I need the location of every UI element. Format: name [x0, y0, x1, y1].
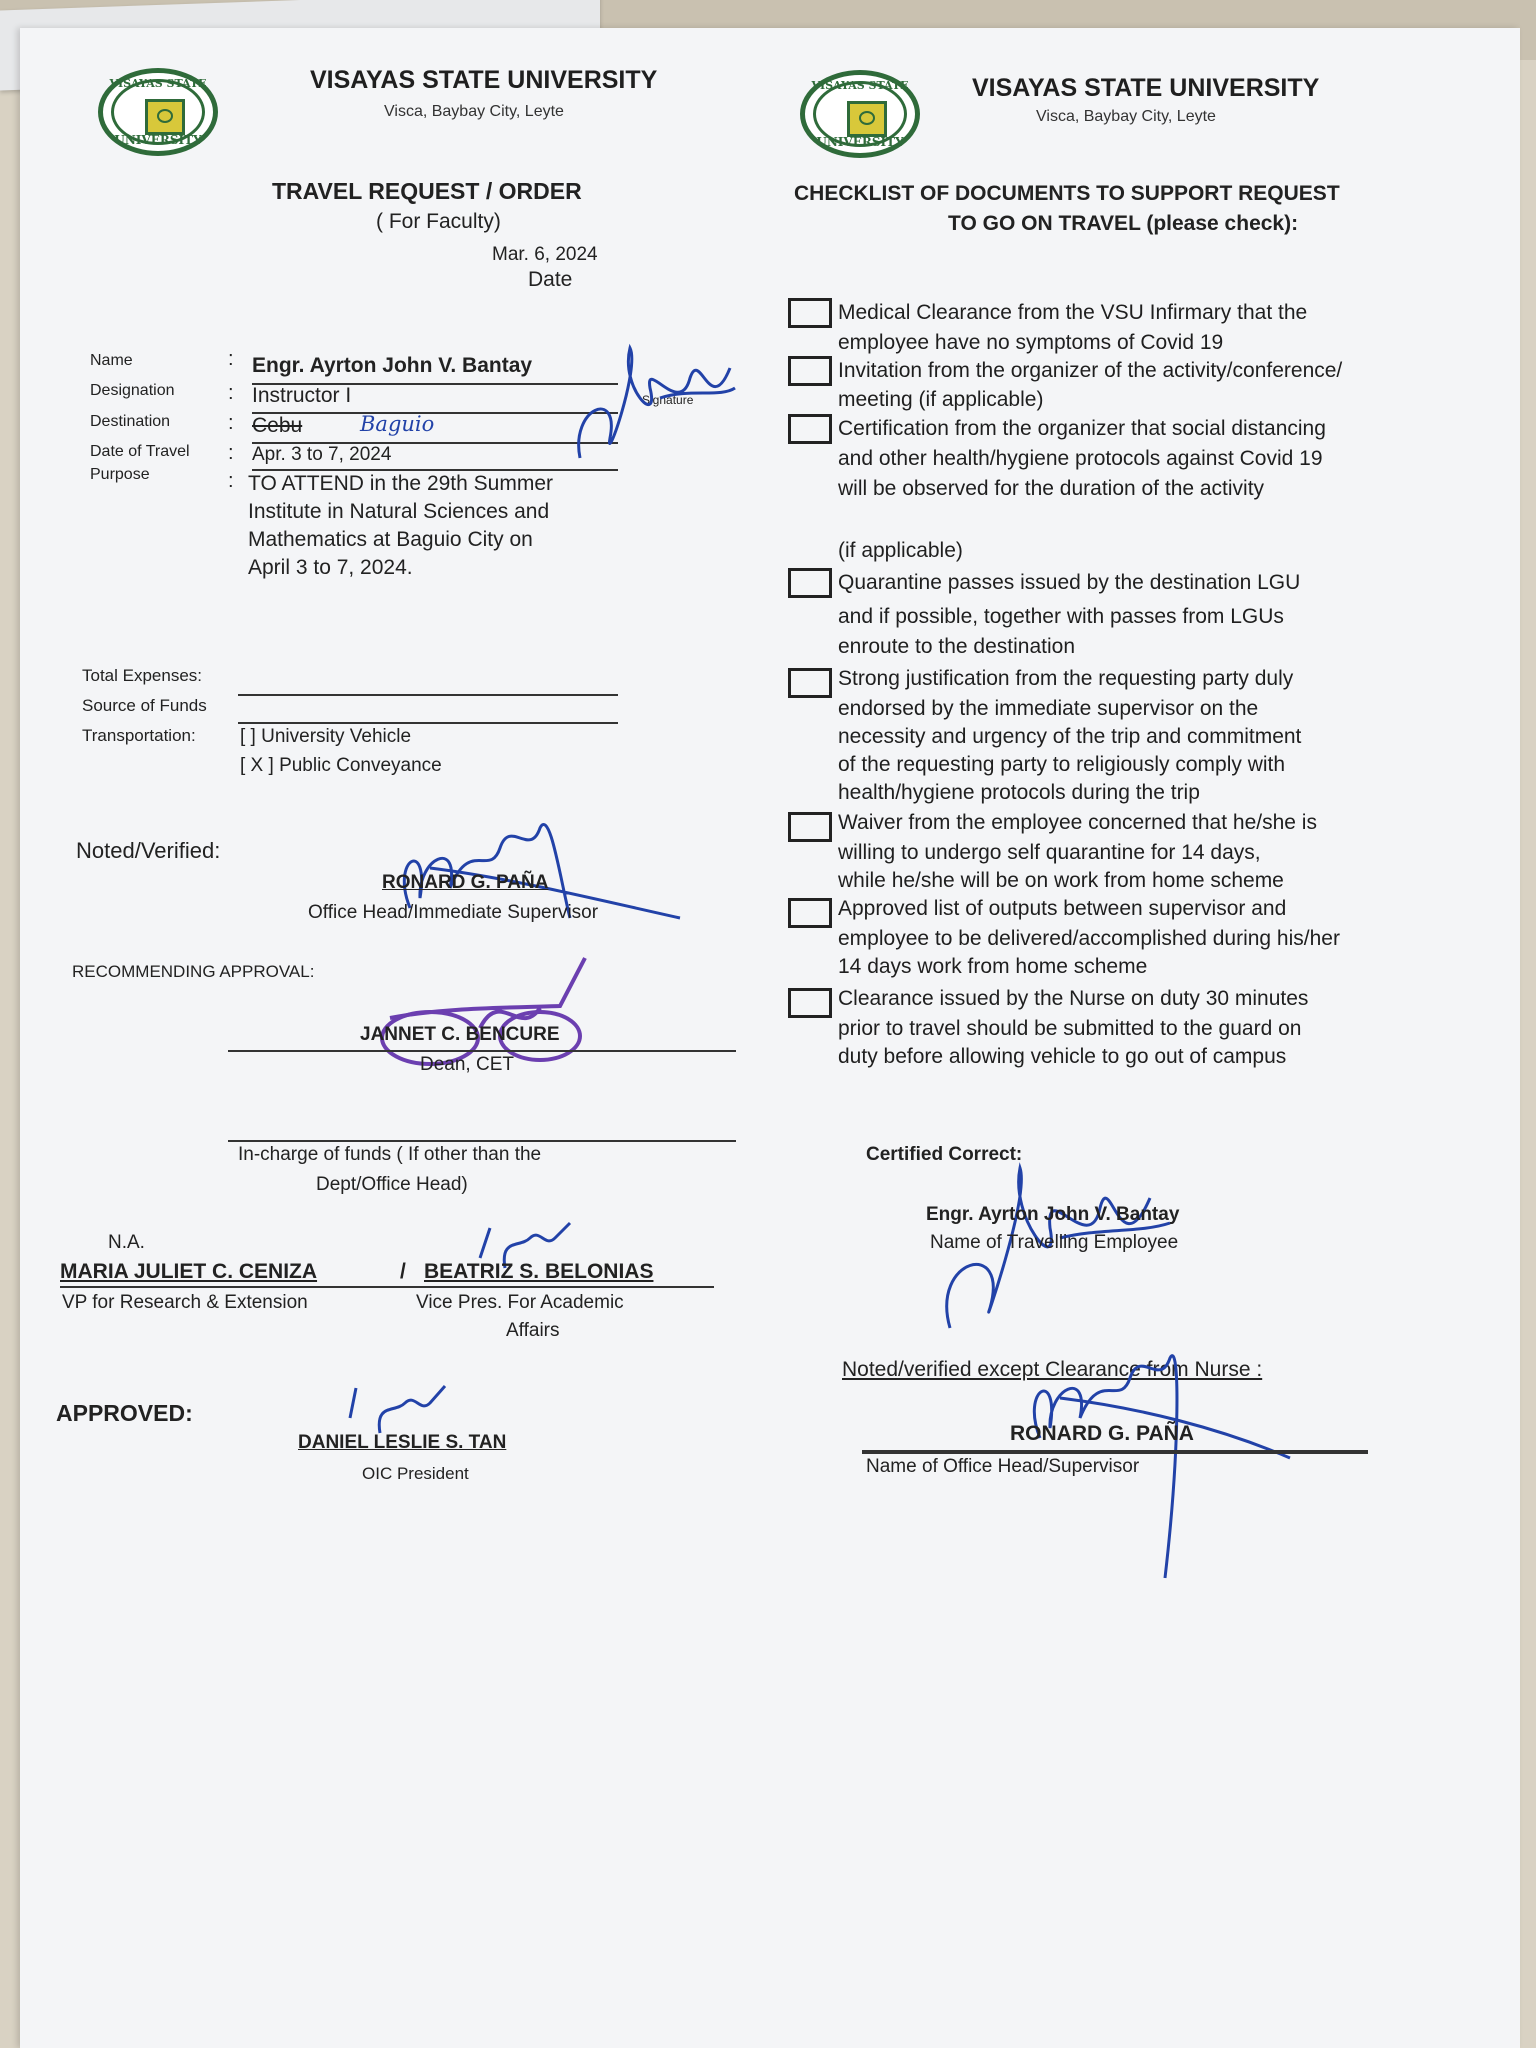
recommending-approval-label: RECOMMENDING APPROVAL: — [72, 962, 315, 981]
dean-name: JANNET C. BENCURE — [360, 1024, 560, 1045]
item-justification-2: endorsed by the immediate supervisor on the — [838, 697, 1259, 720]
noted-supervisor-role: Name of Office Head/Supervisor — [866, 1456, 1140, 1477]
vp-academic-role-1: Vice Pres. For Academic — [416, 1292, 624, 1313]
purpose-line-3: Mathematics at Baguio City on — [248, 528, 533, 551]
dean-role: Dean, CET — [420, 1054, 514, 1075]
total-expenses-label: Total Expenses: — [82, 666, 203, 685]
seal-bottom-text-right: UNIVERSITY — [816, 135, 904, 149]
noted-supervisor-name: RONARD G. PAÑA — [1010, 1422, 1194, 1445]
in-charge-line-2: Dept/Office Head) — [316, 1174, 468, 1195]
item-nurse-2: prior to travel should be submitted to the guard on — [838, 1017, 1302, 1040]
travel-request-form — [20, 28, 1520, 2048]
university-address-left: Visca, Baybay City, Leyte — [384, 103, 564, 120]
option-university-vehicle: [ ] University Vehicle — [240, 726, 412, 747]
purpose-colon: : — [228, 470, 234, 492]
travel-date-colon: : — [228, 442, 234, 464]
item-waiver-3: while he/she will be on work from home scheme — [838, 869, 1284, 892]
university-address-right: Visca, Baybay City, Leyte — [1036, 108, 1216, 125]
item-medical-1: Medical Clearance from the VSU Infirmary that the — [838, 301, 1308, 324]
item-waiver-2: willing to undergo self quarantine for 14 days, — [838, 841, 1261, 864]
designation-label: Designation — [90, 382, 175, 399]
destination-value-struck: Cebu — [252, 414, 303, 437]
travel-date-label: Date of Travel — [90, 443, 190, 460]
checkbox-quarantine-passes[interactable] — [788, 568, 832, 598]
item-quarantine-3: enroute to the destination — [838, 635, 1076, 658]
president-name: DANIEL LESLIE S. TAN — [298, 1432, 507, 1453]
checklist-title-1: CHECKLIST OF DOCUMENTS TO SUPPORT REQUEST — [794, 182, 1340, 205]
checkbox-medical-clearance[interactable] — [788, 298, 832, 328]
checkbox-invitation[interactable] — [788, 356, 832, 386]
source-of-funds-label: Source of Funds — [82, 696, 207, 715]
name-colon: : — [228, 348, 234, 370]
purpose-label: Purpose — [90, 466, 150, 483]
destination-colon: : — [228, 412, 234, 434]
form-title: TRAVEL REQUEST / ORDER — [272, 178, 582, 204]
not-applicable-mark: N.A. — [108, 1232, 145, 1253]
certified-employee-role: Name of Travelling Employee — [930, 1232, 1179, 1253]
item-invitation-1: Invitation from the organizer of the activity/conference/ — [838, 359, 1343, 382]
vp-research-role: VP for Research & Extension — [62, 1292, 308, 1313]
vp-separator: / — [400, 1260, 406, 1283]
checkbox-nurse-clearance[interactable] — [788, 988, 832, 1018]
request-date: Mar. 6, 2024 — [492, 244, 598, 265]
signature-label: Signature — [642, 393, 694, 407]
option-public-conveyance: [ X ] Public Conveyance — [240, 755, 442, 776]
item-certification-1: Certification from the organizer that social distancing — [838, 417, 1326, 440]
designation-colon: : — [228, 382, 234, 404]
supervisor-role: Office Head/Immediate Supervisor — [308, 902, 599, 923]
designation-value: Instructor I — [252, 384, 352, 407]
checkbox-justification[interactable] — [788, 668, 832, 698]
seal-top-text-right: VISAYAS STATE — [811, 79, 909, 92]
item-nurse-3: duty before allowing vehicle to go out of campus — [838, 1045, 1287, 1068]
president-role: OIC President — [362, 1464, 469, 1483]
purpose-line-1: TO ATTEND in the 29th Summer — [248, 472, 553, 495]
transportation-label: Transportation: — [82, 726, 196, 745]
item-certification-5: (if applicable) — [838, 539, 963, 562]
travel-date-value: Apr. 3 to 7, 2024 — [252, 444, 392, 465]
university-name-left: VISAYAS STATE UNIVERSITY — [310, 66, 658, 94]
name-label: Name — [90, 352, 133, 369]
supervisor-name: RONARD G. PAÑA — [382, 872, 549, 893]
university-name-right: VISAYAS STATE UNIVERSITY — [972, 74, 1320, 102]
vp-academic-name: BEATRIZ S. BELONIAS — [424, 1260, 654, 1283]
item-justification-5: health/hygiene protocols during the trip — [838, 781, 1200, 804]
noted-verified-label: Noted/Verified: — [76, 838, 221, 863]
item-waiver-1: Waiver from the employee concerned that he/she is — [838, 811, 1317, 834]
certified-employee-name: Engr. Ayrton John V. Bantay — [926, 1204, 1180, 1225]
item-outputs-2: employee to be delivered/accomplished during his/her — [838, 927, 1340, 950]
university-seal-left — [98, 68, 218, 156]
vp-academic-role-2: Affairs — [506, 1320, 560, 1341]
item-outputs-1: Approved list of outputs between supervisor and — [838, 897, 1287, 920]
item-outputs-3: 14 days work from home scheme — [838, 955, 1148, 978]
checkbox-waiver[interactable] — [788, 812, 832, 842]
form-subtitle: ( For Faculty) — [376, 210, 501, 233]
item-justification-3: necessity and urgency of the trip and commitment — [838, 725, 1302, 748]
in-charge-line-1: In-charge of funds ( If other than the — [238, 1144, 542, 1165]
item-nurse-1: Clearance issued by the Nurse on duty 30 minutes — [838, 987, 1309, 1010]
item-justification-1: Strong justification from the requesting party duly — [838, 667, 1294, 690]
vp-research-name: MARIA JULIET C. CENIZA — [60, 1260, 318, 1283]
seal-top-text: VISAYAS STATE — [109, 77, 207, 90]
item-invitation-2: meeting (if applicable) — [838, 388, 1044, 411]
noted-except-nurse-label: Noted/verified except Clearance from Nurse : — [842, 1358, 1263, 1381]
item-certification-3: will be observed for the duration of the activity — [838, 477, 1265, 500]
destination-label: Destination — [90, 413, 171, 430]
checkbox-approved-outputs[interactable] — [788, 898, 832, 928]
employee-signature-top — [560, 328, 740, 468]
date-label: Date — [528, 268, 573, 291]
checklist-title-2: TO GO ON TRAVEL (please check): — [948, 212, 1299, 235]
seal-bottom-text: UNIVERSITY — [114, 133, 202, 147]
destination-handwritten: Baguio — [360, 412, 435, 436]
item-quarantine-1: Quarantine passes issued by the destination LGU — [838, 571, 1301, 594]
president-initials — [330, 1378, 490, 1438]
item-quarantine-2: and if possible, together with passes from LGUs — [838, 605, 1284, 628]
purpose-line-4: April 3 to 7, 2024. — [248, 556, 413, 579]
item-medical-2: employee have no symptoms of Covid 19 — [838, 331, 1224, 354]
university-seal-right — [800, 70, 920, 158]
item-justification-4: of the requesting party to religiously comply with — [838, 753, 1286, 776]
checkbox-certification[interactable] — [788, 414, 832, 444]
item-certification-2: and other health/hygiene protocols against Covid 19 — [838, 447, 1323, 470]
certified-correct-label: Certified Correct: — [866, 1144, 1023, 1165]
purpose-line-2: Institute in Natural Sciences and — [248, 500, 550, 523]
approved-label: APPROVED: — [56, 1400, 193, 1426]
name-value: Engr. Ayrton John V. Bantay — [252, 354, 533, 377]
